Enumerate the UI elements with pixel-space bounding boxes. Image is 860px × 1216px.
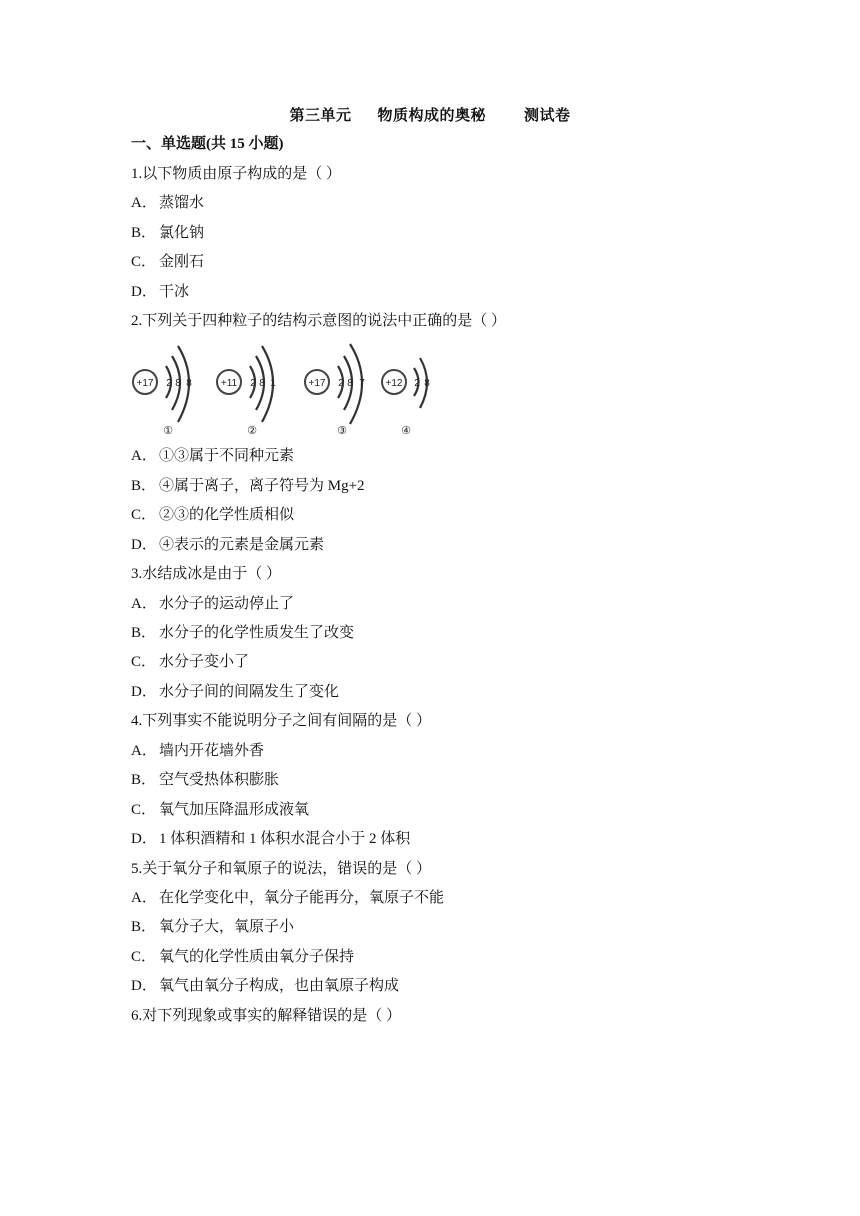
option-letter: D．: [131, 978, 157, 994]
option-text: ④表示的元素是金属元素: [159, 537, 325, 553]
shell-electrons: 8: [175, 378, 181, 389]
option-letter: A．: [131, 448, 157, 464]
option-d: [131, 535, 324, 555]
option-letter: B．: [131, 625, 157, 641]
option-b: [131, 223, 204, 243]
option-text: ①③属于不同种元素: [159, 448, 295, 464]
option-c: [131, 947, 354, 967]
option-text: 干冰: [159, 284, 190, 300]
option-text: 水分子变小了: [159, 654, 250, 670]
question-stem: 1.以下物质由原子构成的是（ ）: [131, 166, 342, 182]
shell-electrons: 2: [166, 378, 172, 389]
shell-electrons: 1: [270, 378, 276, 389]
option-text: 水分子的运动停止了: [159, 596, 295, 612]
option-text: 墙内开花墙外香: [159, 743, 265, 759]
option-letter: C．: [131, 254, 157, 270]
shell-electrons: 7: [359, 378, 365, 389]
option-d: [131, 682, 339, 702]
option-letter: C．: [131, 802, 157, 818]
particle-structure-diagrams: [128, 338, 448, 442]
option-text: 蒸馏水: [159, 195, 205, 211]
option-text: 金刚石: [159, 254, 205, 270]
nucleus-charge: +17: [136, 378, 154, 389]
option-d: [131, 829, 410, 849]
title-unit: 第三单元: [289, 108, 352, 124]
option-text: 在化学变化中，氧分子能再分，氧原子不能: [159, 890, 445, 906]
option-letter: B．: [131, 919, 157, 935]
option-a: [131, 741, 264, 761]
option-letter: A．: [131, 596, 157, 612]
option-b: [131, 476, 365, 496]
shell-electrons: 8: [347, 378, 353, 389]
option-b: [131, 770, 279, 790]
shell-electrons: 2: [414, 378, 420, 389]
option-text: 氧气加压降温形成液氧: [159, 802, 310, 818]
option-text: 水分子的化学性质发生了改变: [159, 625, 355, 641]
particle-3: [305, 370, 365, 437]
question-stem: 5.关于氧分子和氧原子的说法，错误的是（ ）: [131, 861, 432, 877]
option-letter: A．: [131, 743, 157, 759]
title-test: 测试卷: [524, 108, 571, 124]
option-text: 氧分子大，氧原子小: [159, 919, 295, 935]
option-a: [131, 446, 294, 466]
option-letter: A．: [131, 195, 157, 211]
option-d: [131, 976, 399, 996]
option-letter: D．: [131, 684, 157, 700]
option-a: [131, 193, 204, 213]
question-stem: 2.下列关于四种粒子的结构示意图的说法中正确的是（ ）: [131, 313, 507, 329]
shell-electrons: 8: [259, 378, 265, 389]
option-text: 氧气的化学性质由氧分子保持: [159, 949, 355, 965]
option-letter: D．: [131, 831, 157, 847]
question-stem: 6.对下列现象或事实的解释错误的是（ ）: [131, 1008, 402, 1024]
option-c: [131, 800, 309, 820]
option-letter: B．: [131, 478, 157, 494]
option-text: ②③的化学性质相似: [159, 507, 295, 523]
shell-electrons: 8: [424, 378, 430, 389]
particle-diagram-svg: [128, 338, 448, 442]
shell-electrons: 2: [250, 378, 256, 389]
option-c: [131, 252, 204, 272]
option-letter: C．: [131, 507, 157, 523]
page-title: [0, 104, 860, 125]
option-text: 空气受热体积膨胀: [159, 772, 280, 788]
question-stem: 4.下列事实不能说明分子之间有间隔的是（ ）: [131, 713, 432, 729]
option-text: 水分子间的间隔发生了变化: [159, 684, 340, 700]
option-letter: C．: [131, 949, 157, 965]
title-topic: 物质构成的奥秘: [377, 108, 486, 124]
option-letter: B．: [131, 225, 157, 241]
particle-label: ④: [401, 425, 411, 437]
nucleus-charge: +17: [308, 378, 326, 389]
option-d: [131, 282, 189, 302]
option-text: 1 体积酒精和 1 体积水混合小于 2 体积: [159, 831, 411, 847]
option-text: 氯化钠: [159, 225, 205, 241]
particle-label: ②: [247, 425, 257, 437]
option-b: [131, 623, 354, 643]
nucleus-charge: +12: [385, 378, 403, 389]
particle-label: ①: [163, 425, 173, 437]
option-letter: C．: [131, 654, 157, 670]
option-text: ④属于离子，离子符号为 Mg+2: [159, 478, 365, 494]
option-letter: B．: [131, 772, 157, 788]
option-b: [131, 917, 294, 937]
shell-electrons: 8: [186, 378, 192, 389]
particle-2: [217, 370, 276, 437]
option-c: [131, 652, 249, 672]
option-a: [131, 594, 294, 614]
particle-1: [133, 370, 192, 437]
option-c: [131, 505, 294, 525]
section-heading: 一、单选题(共 15 小题): [131, 136, 284, 152]
nucleus-charge: +11: [220, 378, 238, 389]
question-stem: 3.水结成冰是由于（ ）: [131, 566, 282, 582]
shell-electrons: 2: [338, 378, 344, 389]
option-letter: A．: [131, 890, 157, 906]
option-letter: D．: [131, 284, 157, 300]
option-letter: D．: [131, 537, 157, 553]
option-a: [131, 888, 444, 908]
option-text: 氧气由氧分子构成，也由氧原子构成: [159, 978, 400, 994]
particle-label: ③: [337, 425, 347, 437]
